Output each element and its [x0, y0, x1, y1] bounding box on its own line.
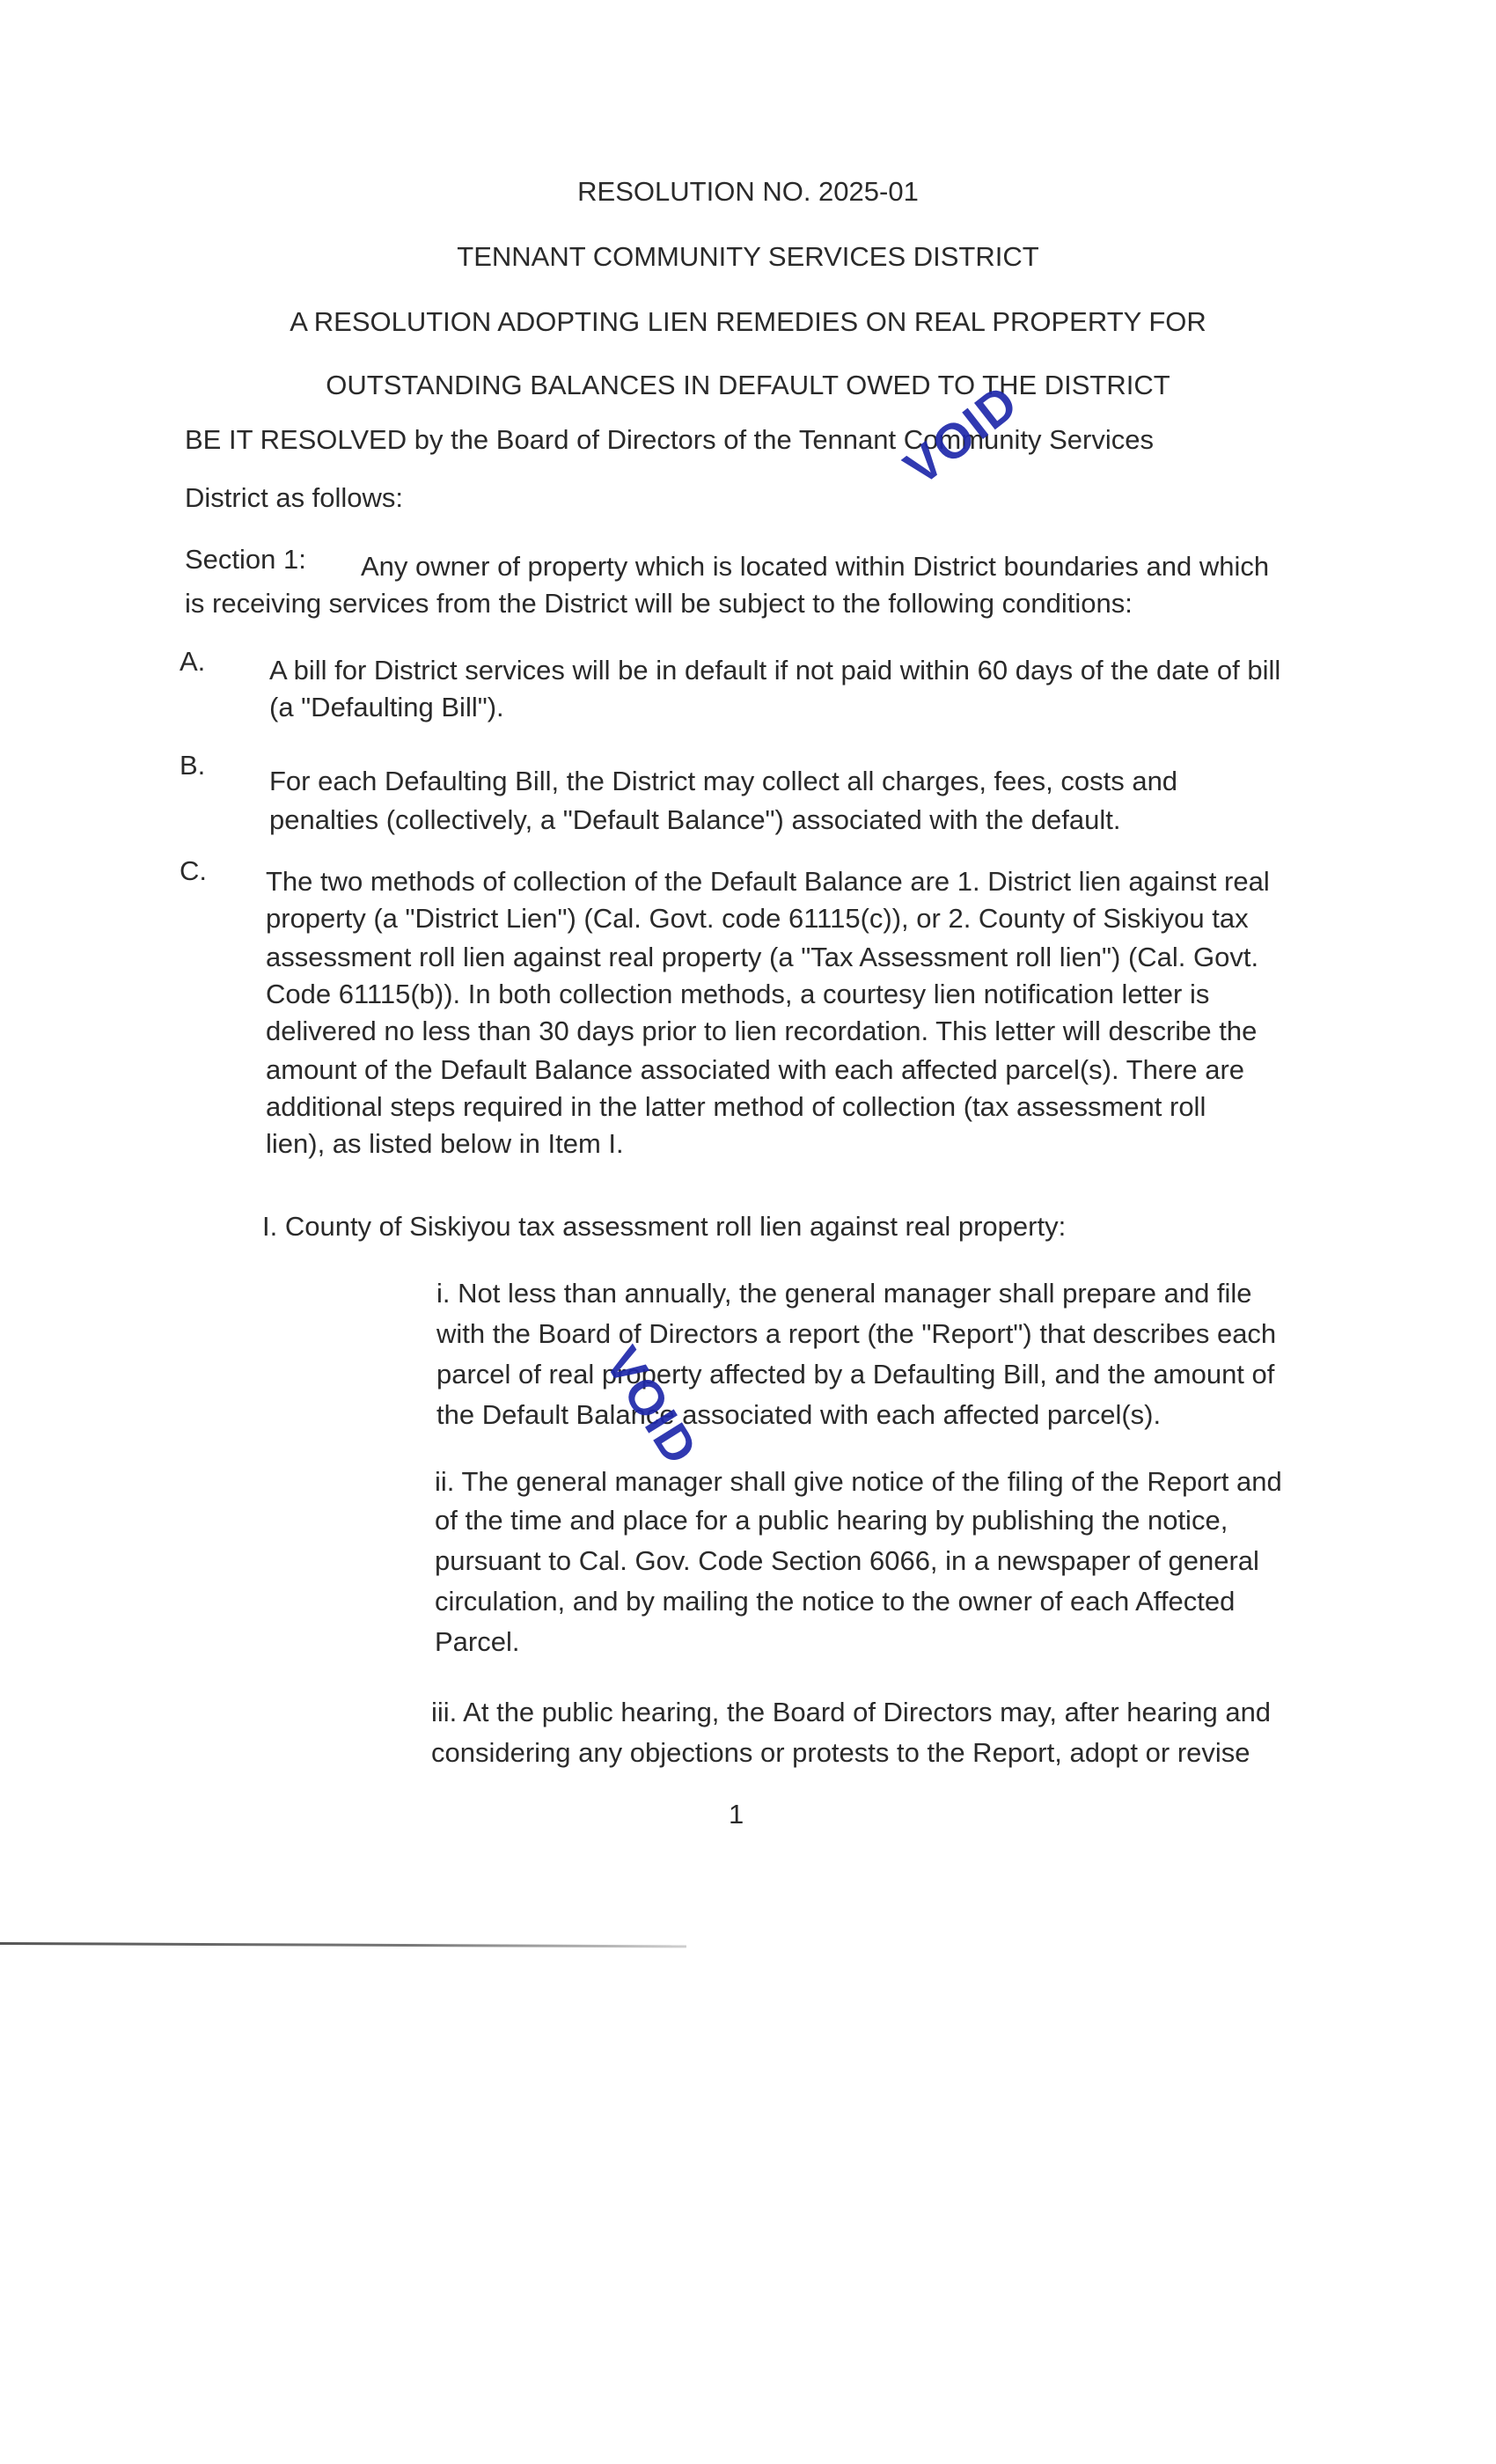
item-c-line7: additional steps required in the latter method of collection (tax assessment roll: [266, 1091, 1206, 1122]
subitem-iii-line2: considering any objections or protests to the Report, adopt or revise: [431, 1737, 1250, 1768]
resolution-title-line1: A RESOLUTION ADOPTING LIEN REMEDIES ON REAL PROPERTY FOR: [290, 306, 1206, 337]
item-b-label: B.: [180, 750, 206, 781]
section1-line1: Any owner of property which is located within District boundaries and which: [361, 551, 1270, 582]
page-number: 1: [729, 1799, 744, 1830]
item-a-line2: (a "Defaulting Bill").: [269, 692, 504, 722]
subitem-ii-line4: circulation, and by mailing the notice to the owner of each Affected: [435, 1586, 1236, 1617]
item-c-line3: assessment roll lien against real property (a "Tax Assessment roll lien") (Cal. Govt.: [266, 942, 1259, 972]
subitem-i-line4: the Default Balance associated with each affected parcel(s).: [436, 1399, 1162, 1430]
void-stamp-middle: VOID: [594, 1337, 709, 1475]
subitem-i-line1: i. Not less than annually, the general manager shall prepare and file: [436, 1278, 1252, 1309]
section1-line2: is receiving services from the District will be subject to the following conditions:: [185, 588, 1133, 619]
item-b-line2: penalties (collectively, a "Default Balance") associated with the default.: [269, 804, 1121, 835]
item-c-line4: Code 61115(b)). In both collection methods, a courtesy lien notification letter is: [266, 979, 1210, 1009]
subitem-i-line3: parcel of real property affected by a Defaulting Bill, and the amount of: [436, 1359, 1275, 1390]
subitem-ii-line3: pursuant to Cal. Gov. Code Section 6066, in a newspaper of general: [435, 1545, 1259, 1576]
item-c-line8: lien), as listed below in Item I.: [266, 1128, 624, 1159]
subitem-ii-line5: Parcel.: [435, 1626, 520, 1657]
item-b-line1: For each Defaulting Bill, the District may collect all charges, fees, costs and: [269, 766, 1178, 796]
resolution-number: RESOLUTION NO. 2025-01: [577, 176, 919, 207]
item-c-line6: amount of the Default Balance associated with each affected parcel(s). There are: [266, 1054, 1245, 1085]
scan-edge-line: [0, 1942, 686, 1947]
resolution-title-line2: OUTSTANDING BALANCES IN DEFAULT OWED TO THE DISTRICT: [326, 370, 1170, 400]
preamble-line2: District as follows:: [185, 482, 404, 513]
district-name: TENNANT COMMUNITY SERVICES DISTRICT: [457, 241, 1039, 272]
item-a-line1: A bill for District services will be in default if not paid within 60 days of the date of bill: [269, 655, 1281, 686]
subitem-ii-line1: ii. The general manager shall give notice of the filing of the Report and: [435, 1466, 1282, 1497]
item-a-label: A.: [180, 646, 206, 677]
item-c-label: C.: [180, 855, 207, 886]
section1-label: Section 1:: [185, 544, 306, 575]
item-c-line2: property (a "District Lien") (Cal. Govt. code 61115(c)), or 2. County of Siskiyou tax: [266, 903, 1249, 934]
item-c-line1: The two methods of collection of the Default Balance are 1. District lien against real: [266, 866, 1270, 897]
subitem-iii-line1: iii. At the public hearing, the Board of Directors may, after hearing and: [431, 1697, 1272, 1727]
subitem-i-line2: with the Board of Directors a report (the "Report") that describes each: [436, 1318, 1277, 1349]
subitem-ii-line2: of the time and place for a public hearing by publishing the notice,: [435, 1505, 1228, 1536]
preamble-line1: BE IT RESOLVED by the Board of Directors of the Tennant Community Services: [185, 424, 1154, 455]
item-c-line5: delivered no less than 30 days prior to lien recordation. This letter will describe the: [266, 1016, 1258, 1046]
subitem-I-heading: I. County of Siskiyou tax assessment roll lien against real property:: [262, 1211, 1067, 1242]
void-stamp-top: VOID: [893, 373, 1029, 496]
